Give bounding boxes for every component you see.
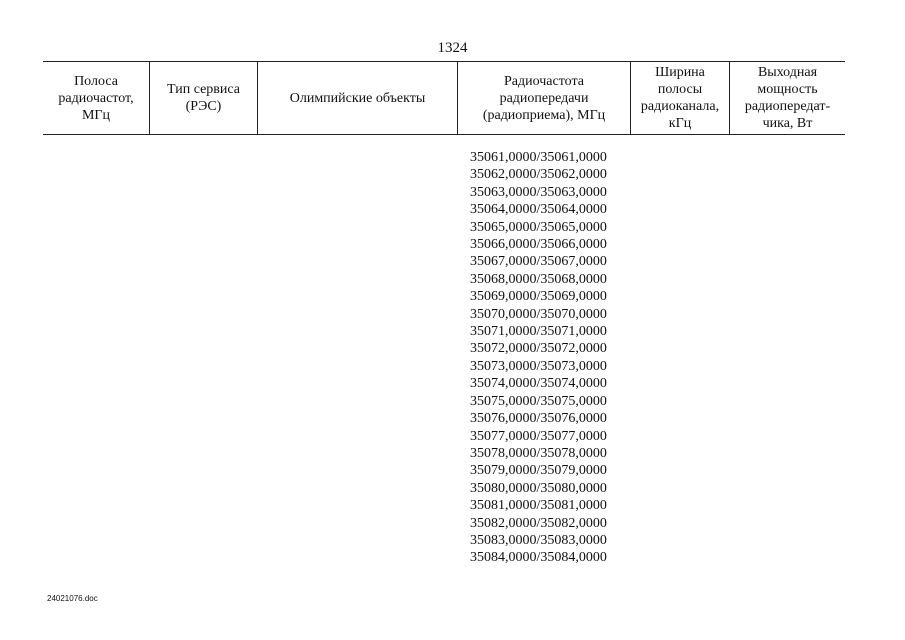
frequency-entry: 35071,0000/35071,0000 <box>470 324 607 340</box>
header-label-radio-frequency: Радиочастота радиопередачи (радиоприема), МГц <box>482 73 606 123</box>
frequency-entry: 35069,0000/35069,0000 <box>470 289 607 305</box>
header-label-service-type: Тип сервиса (РЭС) <box>167 82 240 114</box>
frequency-entry: 35066,0000/35066,0000 <box>470 237 607 253</box>
table-header <box>43 61 845 135</box>
frequency-entry: 35067,0000/35067,0000 <box>470 254 607 270</box>
frequency-entry: 35076,0000/35076,0000 <box>470 411 607 427</box>
frequency-list <box>470 149 607 567</box>
frequency-entry: 35077,0000/35077,0000 <box>470 428 607 444</box>
header-label-olympic-objects: Олимпийские объекты <box>289 90 426 106</box>
frequency-entry: 35065,0000/35065,0000 <box>470 219 607 235</box>
header-label-frequency-band: Полоса радиочастот, МГц <box>58 73 134 123</box>
frequency-entry: 35074,0000/35074,0000 <box>470 376 607 392</box>
header-cell-output-power <box>730 62 845 134</box>
frequency-entry: 35061,0000/35061,0000 <box>470 150 607 165</box>
header-cell-channel-width <box>631 62 730 134</box>
frequency-entry: 35080,0000/35080,0000 <box>470 480 607 496</box>
header-cell-frequency-band <box>43 62 150 134</box>
frequency-entry: 35073,0000/35073,0000 <box>470 358 607 374</box>
frequency-entry: 35078,0000/35078,0000 <box>470 445 607 461</box>
frequency-entry: 35082,0000/35082,0000 <box>470 515 607 531</box>
frequency-entry: 35084,0000/35084,0000 <box>470 550 607 566</box>
header-cell-radio-frequency <box>458 62 631 134</box>
frequency-entry: 35064,0000/35064,0000 <box>470 202 607 218</box>
frequency-entry: 35075,0000/35075,0000 <box>470 393 607 409</box>
frequency-entry: 35081,0000/35081,0000 <box>470 498 607 514</box>
frequency-entry: 35068,0000/35068,0000 <box>470 271 607 287</box>
document-reference: 24021076.doc <box>47 594 98 603</box>
frequency-entry: 35079,0000/35079,0000 <box>470 463 607 479</box>
frequency-entry: 35063,0000/35063,0000 <box>470 184 607 200</box>
frequency-entry: 35062,0000/35062,0000 <box>470 167 607 183</box>
frequency-entry: 35070,0000/35070,0000 <box>470 306 607 322</box>
header-cell-olympic-objects <box>258 62 458 134</box>
page-number: 1324 <box>437 40 468 56</box>
header-cell-service-type <box>150 62 258 134</box>
frequency-entry: 35072,0000/35072,0000 <box>470 341 607 357</box>
header-label-channel-width: Ширина полосы радиоканала, кГц <box>640 65 720 131</box>
header-label-output-power: Выходная мощность радиопередат- чика, Вт <box>744 65 831 131</box>
frequency-entry: 35083,0000/35083,0000 <box>470 532 607 548</box>
